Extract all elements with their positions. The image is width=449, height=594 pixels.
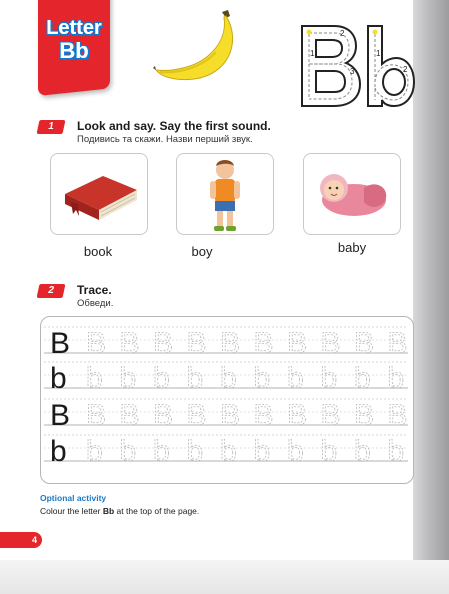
trace-letter: b — [287, 362, 304, 391]
badge-line2: Bb — [59, 38, 89, 63]
optional-text-bold: Bb — [102, 506, 115, 516]
trace-letter: b — [186, 362, 204, 391]
trace-letter: B — [287, 327, 308, 356]
trace-letter: B — [186, 327, 207, 356]
letter-badge-text — [38, 18, 110, 62]
trace-letter: B — [253, 399, 274, 428]
trace-letter: B — [220, 399, 241, 428]
stroke-number-5: 2 — [403, 65, 408, 74]
trace-letter: B — [153, 327, 174, 356]
trace-letter: B — [387, 327, 408, 356]
section2-subtitle: Обведи. — [77, 298, 114, 309]
optional-activity-text — [40, 506, 199, 516]
trace-letter: B — [119, 327, 140, 356]
trace-letter: B — [387, 399, 408, 428]
section1-title: Look and say. Say the first sound. — [77, 119, 271, 133]
badge-line1: Letter — [46, 17, 102, 39]
trace-letter: B — [186, 399, 207, 428]
trace-letter: b — [86, 362, 103, 391]
trace-letter: B — [253, 327, 274, 356]
trace-letter: B — [153, 399, 174, 428]
trace-letter: b — [253, 435, 271, 464]
trace-letter: B — [287, 399, 308, 428]
section2-number: 2 — [37, 284, 66, 298]
page-bottom-shadow — [0, 560, 449, 594]
section2-title: Trace. — [77, 283, 112, 297]
trace-letter: b — [220, 362, 237, 391]
trace-letter: B — [220, 327, 241, 356]
trace-letter: B — [320, 399, 341, 428]
trace-letter: B — [119, 399, 140, 428]
trace-letter: b — [119, 435, 137, 464]
trace-row — [40, 430, 412, 464]
stroke-number-1: 1 — [310, 49, 315, 58]
trace-letter: b — [387, 435, 405, 464]
trace-letter: B — [320, 327, 341, 356]
page-edge-shadow — [413, 0, 449, 594]
trace-letter: b — [320, 435, 338, 464]
stroke-number-3: 3 — [350, 67, 355, 76]
trace-letter: b — [186, 435, 204, 464]
trace-letter: b — [354, 435, 371, 464]
trace-letter: B — [86, 327, 107, 356]
big-letters-bb — [290, 24, 415, 110]
stroke-number-4: 1 — [376, 49, 381, 58]
trace-letter: b — [387, 362, 405, 391]
book-icon — [51, 154, 147, 234]
trace-letter: b — [153, 362, 170, 391]
trace-letter: b — [220, 435, 237, 464]
solid-letter: B — [50, 399, 71, 428]
picture-card-book — [50, 153, 148, 235]
optional-text-before: Colour the letter — [40, 506, 103, 516]
page-number: 4 — [0, 532, 42, 548]
trace-letter: b — [320, 362, 338, 391]
trace-letter: b — [153, 435, 170, 464]
trace-letter: b — [287, 435, 304, 464]
trace-row — [40, 394, 412, 428]
trace-letter: B — [354, 327, 375, 356]
trace-row — [40, 322, 412, 356]
solid-letter: B — [50, 327, 71, 356]
trace-letter: b — [119, 362, 137, 391]
trace-letter: b — [86, 435, 103, 464]
picture-label-book: book — [83, 244, 113, 259]
trace-letter: B — [354, 399, 375, 428]
picture-card-baby — [303, 153, 401, 235]
solid-letter: b — [50, 435, 67, 464]
solid-letter: b — [50, 362, 67, 391]
trace-letter: b — [354, 362, 371, 391]
trace-letter: b — [253, 362, 271, 391]
section1-number: 1 — [37, 120, 66, 134]
optional-activity-title: Optional activity — [40, 493, 107, 503]
banana-icon — [150, 8, 250, 88]
picture-card-boy — [176, 153, 274, 235]
stroke-number-2: 2 — [340, 29, 345, 38]
boy-icon — [177, 154, 273, 234]
baby-icon — [304, 154, 400, 234]
picture-label-boy: boy — [191, 244, 213, 259]
trace-row — [40, 357, 412, 391]
big-letter-upper — [302, 26, 360, 106]
picture-label-baby: baby — [337, 240, 367, 255]
optional-text-after: at the top of the page. — [114, 506, 200, 516]
trace-letter: B — [86, 399, 107, 428]
section1-subtitle: Подивись та скажи. Назви перший звук. — [77, 134, 253, 145]
